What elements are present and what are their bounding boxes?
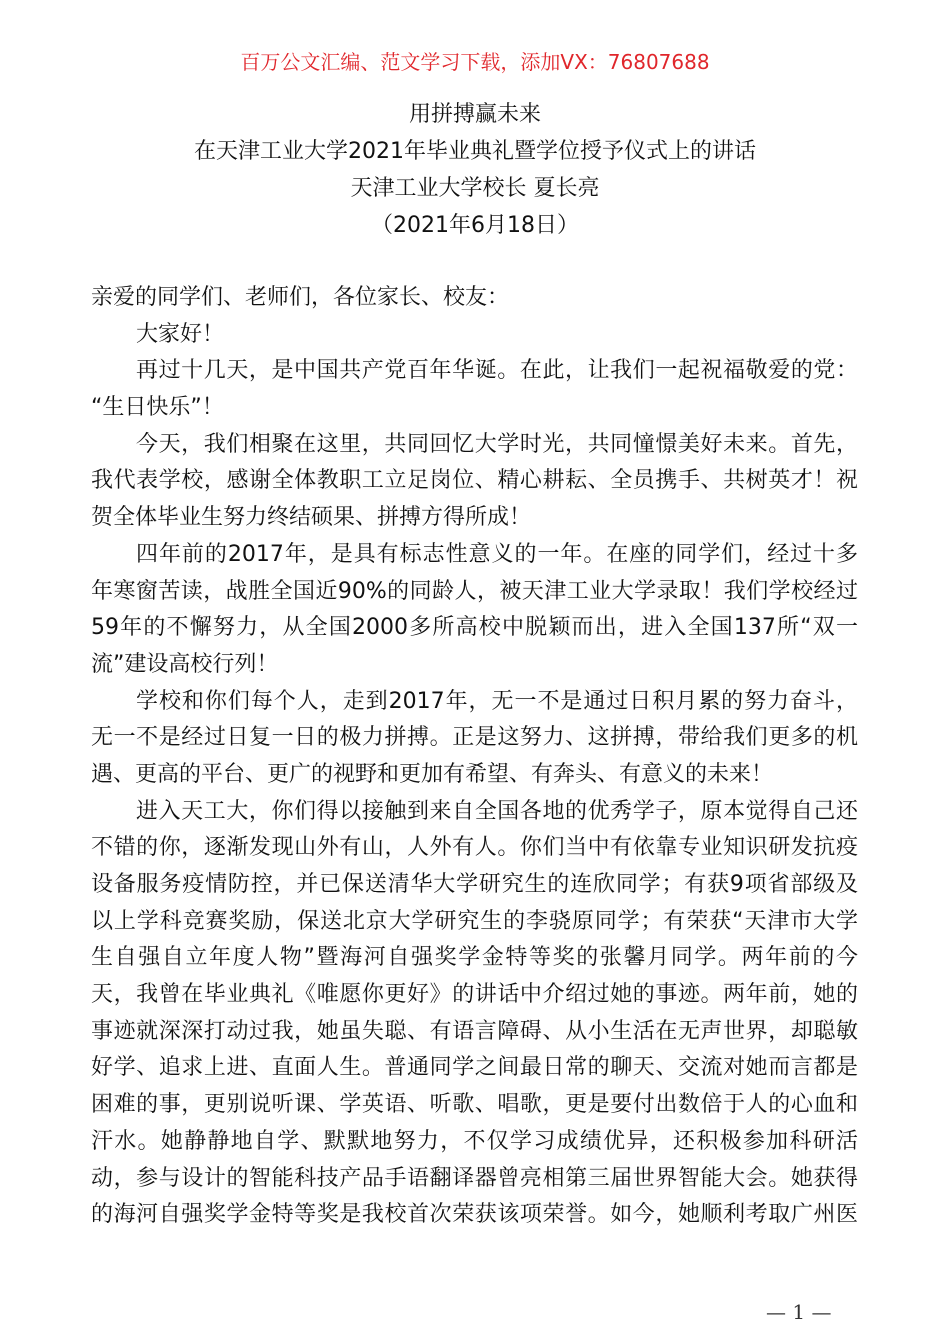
- watermark-banner: 百万公文汇编、范文学习下载，添加VX：76807688: [240, 50, 710, 74]
- document-title: 用拼搏赢未来: [408, 102, 541, 127]
- text-line: 大家好！: [136, 321, 225, 347]
- text-line: 设备服务疫情防控，并已保送清华大学研究生的连欣同学；有获9项省部级及: [91, 872, 858, 897]
- text-line: 困难的事，更别说听课、学英语、听歌、唱歌，更是要付出数倍于人的心血和: [91, 1092, 858, 1118]
- document-subtitle: 在天津工业大学2021年毕业典礼暨学位授予仪式上的讲话: [194, 139, 756, 164]
- page-number: — 1 —: [766, 1300, 832, 1324]
- text-line: 好学、追求上进、直面人生。普通同学之间最日常的聊天、交流对她而言都是: [91, 1055, 858, 1081]
- document-body: [91, 280, 858, 1234]
- text-line: 以上学科竞赛奖励，保送北京大学研究生的李骁原同学；有荣获“天津市大学: [91, 908, 858, 934]
- text-line: 生自强自立年度人物”暨海河自强奖学金特等奖的张馨月同学。两年前的今: [91, 945, 858, 971]
- text-line: 动，参与设计的智能科技产品手语翻译器曾亮相第三届世界智能大会。她获得: [91, 1165, 858, 1191]
- text-line: 我代表学校，感谢全体教职工立足岗位、精心耕耘、全员携手、共树英才！祝: [91, 468, 858, 494]
- text-line: 流”建设高校行列！: [91, 651, 279, 677]
- text-line: 四年前的2017年，是具有标志性意义的一年。在座的同学们，经过十多: [136, 541, 858, 567]
- text-line: 59年的不懈努力，从全国2000多所高校中脱颖而出，进入全国137所“双一: [91, 615, 858, 641]
- text-line: 贺全体毕业生努力终结硕果、拼搏方得所成！: [91, 505, 532, 531]
- text-line: 不错的你，逐渐发现山外有山，人外有人。你们当中有依靠专业知识研发抗疫: [91, 835, 858, 861]
- text-line: 无一不是经过日复一日的极力拼搏。正是这努力、这拼搏，带给我们更多的机: [91, 725, 858, 751]
- text-line: 遇、更高的平台、更广的视野和更加有希望、有奔头、有意义的未来！: [91, 761, 774, 787]
- text-line: 今天，我们相聚在这里，共同回忆大学时光，共同憧憬美好未来。首先，: [136, 431, 858, 457]
- text-line: 汗水。她静静地自学、默默地努力，不仅学习成绩优异，还积极参加科研活: [91, 1128, 858, 1154]
- text-line: 天，我曾在毕业典礼《唯愿你更好》的讲话中介绍过她的事迹。两年前，她的: [91, 982, 858, 1008]
- text-line: 事迹就深深打动过我，她虽失聪、有语言障碍、从小生活在无声世界，却聪敏: [91, 1018, 858, 1044]
- text-line: 进入天工大，你们得以接触到来自全国各地的优秀学子，原本觉得自己还: [136, 798, 858, 824]
- text-line: 年寒窗苦读，战胜全国近90%的同龄人，被天津工业大学录取！我们学校经过: [91, 578, 858, 604]
- text-line: 再过十几天，是中国共产党百年华诞。在此，让我们一起祝福敬爱的党：: [136, 358, 858, 384]
- text-line: 亲爱的同学们、老师们，各位家长、校友：: [91, 285, 510, 310]
- text-line: 的海河自强奖学金特等奖是我校首次荣获该项荣誉。如今，她顺利考取广州医: [91, 1202, 858, 1228]
- text-line: “生日快乐”！: [91, 395, 224, 421]
- document-date: （2021年6月18日）: [371, 213, 579, 238]
- document-author: 天津工业大学校长 夏长亮: [350, 176, 600, 201]
- text-line: 学校和你们每个人，走到2017年，无一不是通过日积月累的努力奋斗，: [136, 688, 858, 714]
